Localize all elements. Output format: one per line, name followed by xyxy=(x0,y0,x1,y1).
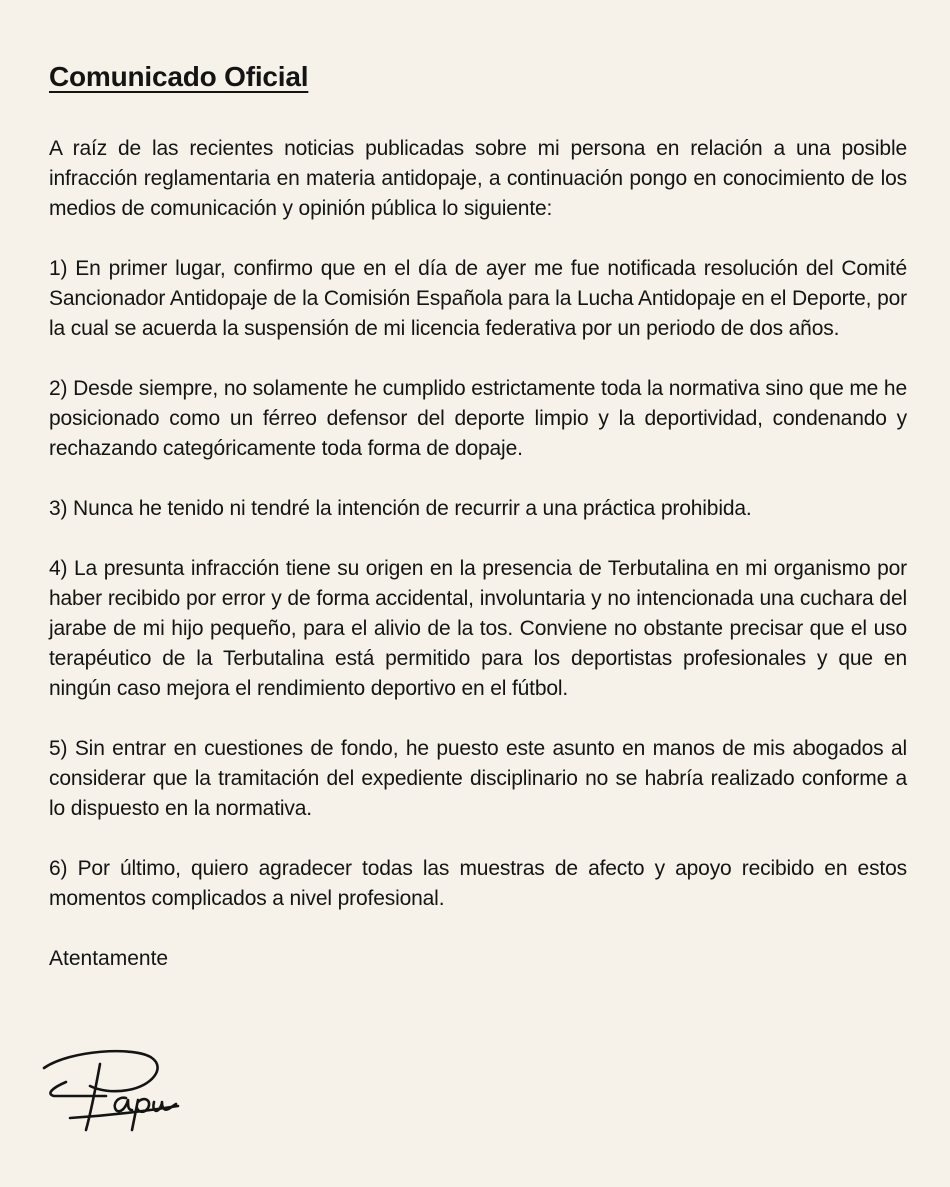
statement-document xyxy=(49,58,907,974)
paragraph-point-5: 5) Sin entrar en cuestiones de fondo, he puesto este asunto en manos de mis abogados al considerar que la tramitación del expediente disciplinario no se habría realizado conforme a lo dispuesto en la normativa. xyxy=(49,737,907,820)
paragraph-point-6: 6) Por último, quiero agradecer todas las muestras de afecto y apoyo recibido en estos momentos complicados a nivel profesional. xyxy=(49,857,907,910)
paragraph-point-1: 1) En primer lugar, confirmo que en el día de ayer me fue notificada resolución del Comité Sancionador Antidopaje de la Comisión Española para la Lucha Antidopaje en el Deporte, por la cual se acuerda la suspensión de mi licencia federativa por un periodo de dos años. xyxy=(49,257,907,340)
paragraph-point-3: 3) Nunca he tenido ni tendré la intención de recurrir a una práctica prohibida. xyxy=(49,497,752,520)
signature-icon xyxy=(40,1046,190,1136)
closing-salutation: Atentamente xyxy=(49,947,169,970)
paragraph-intro: A raíz de las recientes noticias publicadas sobre mi persona en relación a una posible infracción reglamentaria en materia antidopaje, a continuación pongo en conocimiento de los medios de comunicación y opinión pública lo siguiente: xyxy=(49,137,907,220)
paragraph-point-4: 4) La presunta infracción tiene su origen en la presencia de Terbutalina en mi organismo por haber recibido por error y de forma accidental, involuntaria y no intencionada una cuchara del jarabe de mi hijo pequeño, para el alivio de la tos. Conviene no obstante precisar que el uso terapéutico de la Terbutalina está permitido para los deportistas profesionales y que en ningún caso mejora el rendimiento deportivo en el fútbol. xyxy=(49,557,907,700)
document-title: Comunicado Oficial xyxy=(49,61,309,92)
paragraph-point-2: 2) Desde siempre, no solamente he cumplido estrictamente toda la normativa sino que me he posicionado como un férreo defensor del deporte limpio y la deportividad, condenando y rechazando categóricamente toda forma de dopaje. xyxy=(49,377,907,460)
